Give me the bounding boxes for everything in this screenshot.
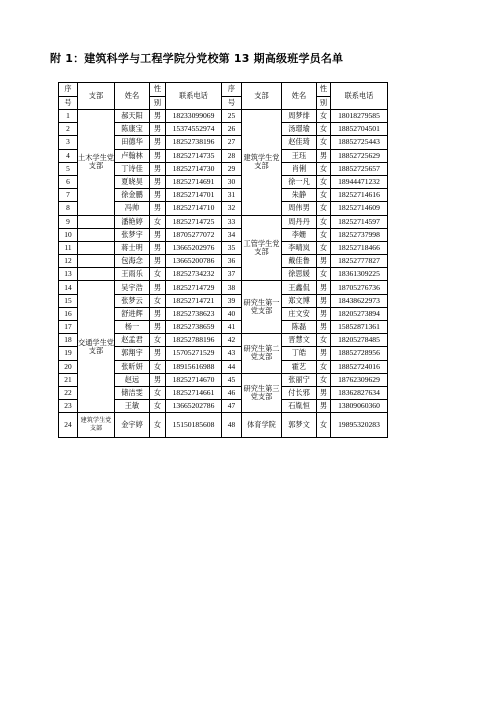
member-phone: 18915616988 <box>166 360 222 373</box>
member-phone: 18705276736 <box>331 281 388 294</box>
header-row-1 <box>59 83 388 97</box>
member-gender: 男 <box>150 202 166 215</box>
member-phone: 13665200786 <box>166 255 222 268</box>
member-gender: 女 <box>317 268 331 281</box>
member-name: 张丽宁 <box>282 373 317 386</box>
member-name: 张昕妍 <box>115 360 150 373</box>
member-phone: 18252718466 <box>331 241 388 254</box>
member-phone: 19895320283 <box>331 413 388 438</box>
member-name: 陈磊 <box>282 321 317 334</box>
row-number: 6 <box>59 175 78 188</box>
member-gender: 女 <box>317 202 331 215</box>
row-number: 7 <box>59 189 78 202</box>
member-name: 赵远 <box>115 373 150 386</box>
member-phone: 18252737998 <box>331 228 388 241</box>
table-row <box>59 413 388 438</box>
member-gender: 男 <box>150 175 166 188</box>
member-phone: 18252738659 <box>166 321 222 334</box>
member-name: 李姗 <box>282 228 317 241</box>
member-phone: 18252714691 <box>166 175 222 188</box>
row-number: 23 <box>59 400 78 413</box>
member-gender: 男 <box>150 281 166 294</box>
member-name: 庄文安 <box>282 307 317 320</box>
member-name: 霍艺 <box>282 360 317 373</box>
member-phone: 18252714616 <box>331 189 388 202</box>
table-row <box>59 241 388 254</box>
row-number: 12 <box>59 255 78 268</box>
member-gender: 男 <box>317 386 331 399</box>
member-name: 田德华 <box>115 136 150 149</box>
member-gender: 男 <box>150 241 166 254</box>
member-name: 徐思媛 <box>282 268 317 281</box>
member-phone: 18205278485 <box>331 334 388 347</box>
member-name: 肖俐 <box>282 162 317 175</box>
row-number: 13 <box>59 268 78 281</box>
header-phone: 联系电话 <box>166 83 222 110</box>
member-gender: 男 <box>317 347 331 360</box>
member-gender: 男 <box>150 189 166 202</box>
row-number: 30 <box>222 175 242 188</box>
row-number: 14 <box>59 281 78 294</box>
member-phone: 18252714730 <box>166 162 222 175</box>
row-number: 10 <box>59 228 78 241</box>
branch-cell: 研究生第三党支部 <box>242 373 282 413</box>
member-name: 王珏 <box>282 149 317 162</box>
member-phone: 13809060360 <box>331 400 388 413</box>
member-phone: 15705271529 <box>166 347 222 360</box>
member-name: 赵佳琦 <box>282 136 317 149</box>
member-name: 卢翰林 <box>115 149 150 162</box>
header-name: 姓名 <box>282 83 317 110</box>
member-gender: 男 <box>150 255 166 268</box>
member-phone: 18252714597 <box>331 215 388 228</box>
row-number: 42 <box>222 334 242 347</box>
member-name: 石胤恒 <box>282 400 317 413</box>
member-gender: 女 <box>150 400 166 413</box>
member-name: 郝天阳 <box>115 110 150 123</box>
row-number: 27 <box>222 136 242 149</box>
member-gender: 女 <box>150 386 166 399</box>
member-phone: 18233099069 <box>166 110 222 123</box>
member-name: 包海念 <box>115 255 150 268</box>
row-number: 19 <box>59 347 78 360</box>
member-phone: 18252788196 <box>166 334 222 347</box>
branch-cell: 研究生第一党支部 <box>242 281 282 334</box>
member-phone: 18852728956 <box>331 347 388 360</box>
member-phone: 15150185608 <box>166 413 222 438</box>
member-gender: 女 <box>317 136 331 149</box>
member-gender: 男 <box>150 110 166 123</box>
member-gender: 女 <box>317 373 331 386</box>
row-number: 9 <box>59 215 78 228</box>
member-phone: 18762309629 <box>331 373 388 386</box>
member-phone: 13665202786 <box>166 400 222 413</box>
member-name: 金宇婷 <box>115 413 150 438</box>
header-seq-2: 号 <box>222 96 242 110</box>
member-phone: 18252714710 <box>166 202 222 215</box>
member-phone: 18252734232 <box>166 268 222 281</box>
member-name: 蒋士明 <box>115 241 150 254</box>
member-name: 丁皓 <box>282 347 317 360</box>
row-number: 45 <box>222 373 242 386</box>
member-gender: 女 <box>317 123 331 136</box>
member-gender: 女 <box>317 215 331 228</box>
member-name: 周伟男 <box>282 202 317 215</box>
member-name: 王雨乐 <box>115 268 150 281</box>
header-gender-2: 别 <box>150 96 166 110</box>
member-name: 冯帅 <box>115 202 150 215</box>
row-number: 15 <box>59 294 78 307</box>
member-phone: 13665202976 <box>166 241 222 254</box>
member-name: 王鑫侃 <box>282 281 317 294</box>
member-name: 丁诗佳 <box>115 162 150 175</box>
row-number: 20 <box>59 360 78 373</box>
table-row <box>59 255 388 268</box>
member-phone: 18852725629 <box>331 149 388 162</box>
header-phone: 联系电话 <box>331 83 388 110</box>
row-number: 39 <box>222 294 242 307</box>
member-phone: 18362827634 <box>331 386 388 399</box>
table-row <box>59 228 388 241</box>
member-name: 郭翔宇 <box>115 347 150 360</box>
member-name: 付长邪 <box>282 386 317 399</box>
member-gender: 女 <box>317 110 331 123</box>
row-number: 17 <box>59 321 78 334</box>
member-gender: 男 <box>317 294 331 307</box>
member-name: 张梦云 <box>115 294 150 307</box>
member-gender: 男 <box>150 228 166 241</box>
row-number: 44 <box>222 360 242 373</box>
row-number: 37 <box>222 268 242 281</box>
member-gender: 女 <box>150 360 166 373</box>
member-gender: 女 <box>150 268 166 281</box>
row-number: 11 <box>59 241 78 254</box>
row-number: 1 <box>59 110 78 123</box>
row-number: 33 <box>222 215 242 228</box>
row-number: 4 <box>59 149 78 162</box>
member-name: 戴佳鲁 <box>282 255 317 268</box>
member-name: 徐一凡 <box>282 175 317 188</box>
member-gender: 男 <box>150 123 166 136</box>
member-gender: 男 <box>317 281 331 294</box>
member-gender: 男 <box>317 255 331 268</box>
row-number: 36 <box>222 255 242 268</box>
header-branch: 支部 <box>242 83 282 110</box>
header-seq: 序 <box>59 83 78 97</box>
member-phone: 18252714661 <box>166 386 222 399</box>
branch-cell: 建筑学生党支部 <box>78 413 115 438</box>
roster-body <box>59 83 388 438</box>
header-gender: 性 <box>150 83 166 97</box>
table-row <box>59 268 388 281</box>
member-name: 郑文博 <box>282 294 317 307</box>
member-gender: 男 <box>317 149 331 162</box>
branch-cell-empty <box>78 228 115 241</box>
member-name: 潘艳婷 <box>115 215 150 228</box>
row-number: 38 <box>222 281 242 294</box>
branch-cell: 研究生第二党支部 <box>242 334 282 374</box>
member-phone: 18205273894 <box>331 307 388 320</box>
member-phone: 18252714670 <box>166 373 222 386</box>
roster-table <box>58 82 388 438</box>
member-phone: 18252738196 <box>166 136 222 149</box>
member-gender: 男 <box>150 373 166 386</box>
row-number: 29 <box>222 162 242 175</box>
member-gender: 男 <box>317 307 331 320</box>
row-number: 3 <box>59 136 78 149</box>
row-number: 43 <box>222 347 242 360</box>
row-number: 31 <box>222 189 242 202</box>
member-name: 周丹丹 <box>282 215 317 228</box>
row-number: 22 <box>59 386 78 399</box>
member-phone: 18852725657 <box>331 162 388 175</box>
member-name: 夏晓昊 <box>115 175 150 188</box>
member-gender: 女 <box>317 189 331 202</box>
row-number: 5 <box>59 162 78 175</box>
member-phone: 18018279585 <box>331 110 388 123</box>
page-title: 附 1：建筑科学与工程学院分党校第 13 期高级班学员名单 <box>50 52 344 65</box>
member-gender: 男 <box>317 321 331 334</box>
member-phone: 18944471232 <box>331 175 388 188</box>
member-phone: 18252777827 <box>331 255 388 268</box>
member-name: 赵孟君 <box>115 334 150 347</box>
row-number: 16 <box>59 307 78 320</box>
member-name: 张梦宇 <box>115 228 150 241</box>
member-phone: 18252714729 <box>166 281 222 294</box>
row-number: 32 <box>222 202 242 215</box>
member-phone: 18252738623 <box>166 307 222 320</box>
member-gender: 男 <box>150 321 166 334</box>
table-row <box>59 110 388 123</box>
member-name: 朱静 <box>282 189 317 202</box>
member-gender: 女 <box>317 228 331 241</box>
branch-cell: 工管学生党支部 <box>242 215 282 281</box>
branch-cell-empty <box>78 268 115 281</box>
row-number: 2 <box>59 123 78 136</box>
member-gender: 女 <box>317 162 331 175</box>
member-phone: 18252714609 <box>331 202 388 215</box>
member-phone: 18252714735 <box>166 149 222 162</box>
member-name: 晋慧文 <box>282 334 317 347</box>
row-number: 24 <box>59 413 78 438</box>
member-gender: 女 <box>150 294 166 307</box>
header-gender: 性 <box>317 83 331 97</box>
branch-cell: 土木学生党支部 <box>78 110 115 216</box>
member-name: 周梦绯 <box>282 110 317 123</box>
member-name: 储洁雯 <box>115 386 150 399</box>
row-number: 46 <box>222 386 242 399</box>
member-gender: 男 <box>317 400 331 413</box>
member-phone: 18852725443 <box>331 136 388 149</box>
branch-cell: 体育学院 <box>242 413 282 438</box>
member-name: 陈康宝 <box>115 123 150 136</box>
row-number: 47 <box>222 400 242 413</box>
header-name: 姓名 <box>115 83 150 110</box>
member-gender: 男 <box>150 149 166 162</box>
branch-cell-empty <box>78 255 115 268</box>
row-number: 48 <box>222 413 242 438</box>
member-gender: 女 <box>317 241 331 254</box>
member-gender: 女 <box>150 413 166 438</box>
member-phone: 18252714725 <box>166 215 222 228</box>
row-number: 21 <box>59 373 78 386</box>
member-phone: 18705277072 <box>166 228 222 241</box>
row-number: 28 <box>222 149 242 162</box>
member-name: 王敏 <box>115 400 150 413</box>
member-gender: 女 <box>317 334 331 347</box>
member-gender: 男 <box>150 162 166 175</box>
member-name: 吴宇浩 <box>115 281 150 294</box>
row-number: 34 <box>222 228 242 241</box>
member-phone: 18252714721 <box>166 294 222 307</box>
header-branch: 支部 <box>78 83 115 110</box>
member-phone: 18361309225 <box>331 268 388 281</box>
member-gender: 女 <box>150 215 166 228</box>
branch-cell: 建筑学生党支部 <box>242 110 282 216</box>
member-gender: 女 <box>317 175 331 188</box>
member-phone: 18852704501 <box>331 123 388 136</box>
branch-cell-empty <box>78 215 115 228</box>
member-gender: 女 <box>317 413 331 438</box>
member-gender: 女 <box>317 360 331 373</box>
header-seq: 序 <box>222 83 242 97</box>
member-phone: 15852871361 <box>331 321 388 334</box>
member-phone: 18438622973 <box>331 294 388 307</box>
member-name: 李晴岚 <box>282 241 317 254</box>
row-number: 8 <box>59 202 78 215</box>
table-row <box>59 281 388 294</box>
member-name: 舒进辉 <box>115 307 150 320</box>
member-name: 汤璟瑜 <box>282 123 317 136</box>
branch-cell-empty <box>78 241 115 254</box>
table-row <box>59 215 388 228</box>
member-phone: 15374552974 <box>166 123 222 136</box>
member-gender: 男 <box>150 347 166 360</box>
row-number: 26 <box>222 123 242 136</box>
member-phone: 18852724016 <box>331 360 388 373</box>
header-gender-2: 别 <box>317 96 331 110</box>
branch-cell: 交通学生党支部 <box>78 281 115 413</box>
member-name: 杨一 <box>115 321 150 334</box>
member-name: 徐金鹏 <box>115 189 150 202</box>
row-number: 25 <box>222 110 242 123</box>
row-number: 35 <box>222 241 242 254</box>
row-number: 40 <box>222 307 242 320</box>
member-gender: 女 <box>150 334 166 347</box>
header-seq-2: 号 <box>59 96 78 110</box>
member-gender: 男 <box>150 136 166 149</box>
row-number: 41 <box>222 321 242 334</box>
row-number: 18 <box>59 334 78 347</box>
member-name: 郭梦文 <box>282 413 317 438</box>
member-gender: 男 <box>150 307 166 320</box>
member-phone: 18252714701 <box>166 189 222 202</box>
